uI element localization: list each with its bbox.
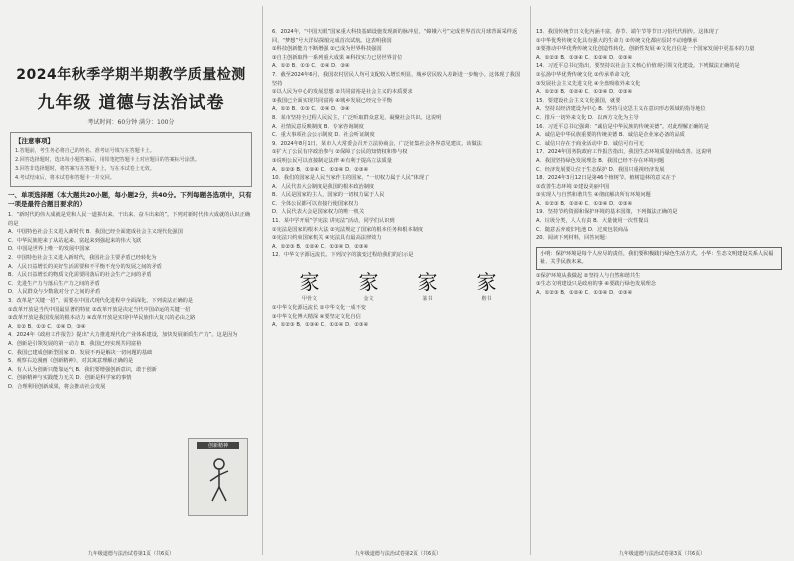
character-glyph: 家 金文 xyxy=(358,270,379,303)
notice-line: 2.回答选择题时，选出每小题答案后，用铅笔把答题卡上对应题目的答案标号涂黑。 xyxy=(15,157,200,163)
question-line: ③实现人与自然和谐共生 ④彻底解决所有环境问题 xyxy=(536,192,651,199)
question-line: C．先进生产力与落后生产力之间的矛盾 xyxy=(8,280,100,287)
question-line: D．合理利用创新成果，将会推动社会发展 xyxy=(8,383,106,390)
notice-line: 4.考试结束后，将本试卷和答题卡一并交回。 xyxy=(15,175,115,181)
question-line: ①科技创新能力不断增强 ②已成为世界科技强国 xyxy=(272,46,382,53)
question-line: C．创新精神与实践能力无关 D．创新是科学家的事情 xyxy=(8,375,132,382)
question-line: ③要推动中华优秀传统文化创造性转化、创新性发展 ④文化自信是一个国家发展中更基本的力量 xyxy=(536,46,755,53)
question-line: 18．2024年3月12日是第46个植树节。植树造林的意义在于 xyxy=(536,175,677,182)
question-line: 3．改革是“关键一招”，需要在中国式现代化进程中全面深化。下列说法正确的是 xyxy=(8,297,194,304)
question-line: C．全体公民都可以直接行使国家权力 xyxy=(272,200,359,207)
question-line: A．创新是引领发展的第一动力 B．我国已经实现共同富裕 xyxy=(8,340,142,347)
question-line: 13．我国传统节日文化内涵丰富，春节、端午节等节日习俗代代相传。这体现了 xyxy=(536,29,719,35)
question-line: ③发展社会主义先进文化 ④全盘吸收外来文化 xyxy=(536,80,641,87)
column-divider xyxy=(262,6,263,555)
question-line: A．垃圾分类，人人有责 B．大量使用一次性餐具 xyxy=(536,218,649,225)
question-line: 5．观察右边漫画《创新精神》，对其寓意理解正确的是 xyxy=(8,358,134,365)
notice-line: 3.回答非选择题时，将答案写在答题卡上，写在本试卷上无效。 xyxy=(15,166,155,172)
question-line: ①以人民为中心的发展思想 ②共同富裕是社会主义的本质要求 xyxy=(272,89,413,96)
question-line: A．我国坚持绿色发展理念 B．我国已经不存在环境问题 xyxy=(536,157,665,164)
question-line: ③宪法只约束国家机关 ④宪法具有最高法律效力 xyxy=(272,235,382,242)
question-line: A．①②③ B．①③④ C．①②④ D．②③④ xyxy=(536,54,633,61)
page-footer: 九年级道德与法治试卷第2页（共6页） xyxy=(354,551,442,557)
notice-line: 1.答题前，考生务必将自己的姓名、准考证号填写在答题卡上。 xyxy=(15,148,155,154)
exam-meta: 考试时间：60分钟 满分：100分 xyxy=(87,119,175,126)
page-3 xyxy=(536,0,788,561)
exam-subtitle: 九年级 道德与法治试卷 xyxy=(37,93,225,113)
question-line: C．诚信只存在于商业活动中 D．诚信可有可无 xyxy=(536,140,644,147)
page-1 xyxy=(8,0,254,561)
page-footer: 九年级道德与法治试卷第1页（共6页） xyxy=(87,551,175,557)
question-line: ③改革开放是我国发展的根本动力 ④改革开放是实现中华民族伟大复兴的必由之路 xyxy=(8,315,196,322)
question-line: A．①② B．①③ C．②④ D．③④ xyxy=(272,106,350,113)
question-line: 15．要建设社会主义文化强国，就要 xyxy=(536,97,621,104)
question-line: 20．阅读下列材料，回答问题： xyxy=(536,235,611,242)
question-list xyxy=(536,28,788,243)
question-line: ③中华文化博大精深 ④要坚定文化自信 xyxy=(272,313,361,320)
question-list xyxy=(272,304,524,330)
question-line: C．重大事项社会公示制度 D．社会听证制度 xyxy=(272,132,375,139)
question-line: A．人民代表大会制度是我国的根本政治制度 xyxy=(272,183,375,190)
question-line: A．①②③ B．①②④ C．①③④ D．②③④ xyxy=(272,243,369,250)
material-box: 小明：保护环境是每个人应尽的责任，我们要积极践行绿色生活方式。小华：生态文明建设关系人民福祉、关乎民族未来。 xyxy=(536,247,782,270)
question-line: ①宪法是国家的根本大法 ②宪法规定了国家的根本任务和根本制度 xyxy=(272,226,424,233)
question-line: 4．2024年《政府工作报告》提出“大力推进现代化产业体系建设，加快发展新质生产力”。这是因为 xyxy=(8,332,238,339)
exam-title: 2024年秋季学期半期教学质量检测 xyxy=(16,67,246,83)
question-line: A．①②③ B．①②④ C．①③④ D．②③④ xyxy=(272,166,369,173)
cartoon-caption: 创新精神 xyxy=(197,442,239,449)
question-line: 6．2024年，“中国天眼”国家重大科技基础设施发现新的脉冲星，“嫦娥六号”完成世界首次月球背面采样返回，“梦想”号大洋钻探船完成首次试航。这表明我国 xyxy=(272,29,518,44)
question-line: A．①②③ B．①③④ C．①②④ D．②③④ xyxy=(272,322,369,329)
question-line: A．①② B．①③ C．②④ D．③④ xyxy=(272,63,350,70)
question-line: ①中华文化源远流长 ②中华文化一成不变 xyxy=(272,305,366,312)
question-line: 8．某市坚持全过程人民民主，广泛听取群众意见，凝聚社会共识。这说明 xyxy=(272,114,442,121)
question-line: A．诚信是中华民族重要的传统美德 B．诚信是企业家必备的品质 xyxy=(536,132,685,139)
column-divider xyxy=(530,6,531,555)
question-line: A．①②③ B．①②④ C．①③④ D．②③④ xyxy=(536,289,633,296)
question-line: ①弘扬中华优秀传统文化 ②传承革命文化 xyxy=(536,71,630,78)
question-line: C．排斥一切外来文化 D．以西方文化为主导 xyxy=(536,114,639,121)
character-glyph: 家 篆书 xyxy=(417,270,438,303)
question-line: ③我国已全面实现共同富裕 ④城乡发展已经完全平衡 xyxy=(272,97,392,104)
question-line: 17．2024年国务院政府工作报告指出，我国生态环境质量持续改善。这说明 xyxy=(536,149,712,156)
question-line: 12．中华文字源远流长。下列汉字的演变过程给我们的启示是 xyxy=(272,252,414,259)
question-line: A．坚持以经济建设为中心 B．坚持马克思主义在意识形态领域的指导地位 xyxy=(536,106,706,113)
question-line: A．社情民意反映制度 B．专家咨询制度 xyxy=(272,123,364,130)
question-line: 9．2024年8月1日，某市人大常委会召开立法协商会，广泛征集社会各界意见建议。该做法 xyxy=(272,140,482,147)
question-line: 19．坚持节约资源和保护环境的基本国策，下列做法正确的是 xyxy=(536,209,678,216)
page-footer: 九年级道德与法治试卷第3页（共6页） xyxy=(618,551,706,557)
question-line: 1．“新时代的伟大成就是党和人民一道拼出来、干出来、奋斗出来的”。下列对新时代伟大成就的认识正确的是 xyxy=(8,212,251,227)
question-line: D．中国是世界上唯一的发展中国家 xyxy=(8,246,90,253)
question-list xyxy=(272,28,524,260)
question-line: C．随意丢弃废旧电池 D．过度包装商品 xyxy=(536,226,629,233)
question-line: A．人民日益增长的美好生活需要和不平衡不充分的发展之间的矛盾 xyxy=(8,263,162,270)
question-line: A．①②③ B．①②④ C．①③④ D．②③④ xyxy=(536,200,633,207)
notice-title: 【注意事项】 xyxy=(15,137,54,145)
question-line: ③说明公民可以直接制定法律 ④有利于提高立法质量 xyxy=(272,157,392,164)
question-line: 7．截至2024年6月，我国农村居民人均可支配收入增长明显，城乡居民收入差距进一步缩小。这体现了我国坚持 xyxy=(272,71,521,87)
character-evolution xyxy=(280,266,516,302)
question-line: C．经济发展要让位于生态保护 D．我国只重视经济发展 xyxy=(536,166,665,173)
question-line: 16．习近平总书记强调：“诚信是中华民族的传统美德”。对此理解正确的是 xyxy=(536,123,709,130)
question-line: ③生态文明建设只是政府的事 ④要践行绿色发展理念 xyxy=(536,281,656,288)
section-title: 一、单项选择题（本大题共20小题，每小题2分，共40分。下列每题各选项中，只有一项是最符合题目要求的） xyxy=(8,191,252,208)
question-line: ③自主创新取得一系列重大成果 ④科技实力已居世界首位 xyxy=(272,54,403,61)
question-line: ①中华优秀传统文化具有强大的生命力 ②传统文化都应原封不动地继承 xyxy=(536,37,698,44)
question-list xyxy=(536,272,788,298)
question-line: C．中华民族迎来了从站起来、富起来到强起来的伟大飞跃 xyxy=(8,237,142,244)
question-line: 11．某中学开展“学宪法 讲宪法”活动，同学们认识到 xyxy=(272,218,395,225)
question-line: ①改革开放是当代中国最显著的特征 ②改革开放是决定当代中国命运的关键一招 xyxy=(8,306,191,313)
question-list xyxy=(8,211,254,391)
question-line: A．①② B．①③ C．②④ D．③④ xyxy=(8,323,86,330)
question-line: 2．中国特色社会主义进入新时代，我国社会主要矛盾已经转化为 xyxy=(8,254,157,261)
question-line: ①改善生态环境 ②建设美丽中国 xyxy=(536,183,610,190)
question-line: A．①②③ B．①②④ C．①③④ D．②③④ xyxy=(536,89,633,96)
question-line: A．有人认为创新只能靠运气 B．我们要增强创新意识，敢于创新 xyxy=(8,366,157,373)
question-line: 10．我们的国家是人民当家作主的国家，“一切权力属于人民”体现了 xyxy=(272,175,430,182)
stick-figure-icon xyxy=(207,457,231,505)
question-line: A．中国特色社会主义进入新时代 B．我国已经全面建成社会主义现代化强国 xyxy=(8,229,183,236)
question-line: C．我国已建成创新型国家 D．发展不再是解决一切问题的基础 xyxy=(8,349,153,356)
question-line: D．人民代表大会是国家权力的唯一机关 xyxy=(272,209,365,216)
cartoon-figure xyxy=(188,438,248,516)
question-line: B．人民是国家的主人，国家的一切权力属于人民 xyxy=(272,192,385,199)
character-glyph: 家 甲骨文 xyxy=(299,270,320,303)
notice-box xyxy=(10,132,252,187)
question-line: 14．习近平总书记指出，要坚持以社会主义核心价值观引领文化建设。下列做法正确的是 xyxy=(536,63,740,70)
question-line: D．人民群众与少数敌对分子之间的矛盾 xyxy=(8,289,101,296)
question-line: ①扩大了公民有序政治参与 ②保障了公民的知情权和参与权 xyxy=(272,149,408,156)
question-line: B．人民日益增长的物质文化需要同落后的社会生产之间的矛盾 xyxy=(8,272,152,279)
character-glyph: 家 楷书 xyxy=(476,270,497,303)
page-2 xyxy=(272,0,524,561)
question-line: ①保护环境从我做起 ②坚持人与自然和谐共生 xyxy=(536,272,641,279)
